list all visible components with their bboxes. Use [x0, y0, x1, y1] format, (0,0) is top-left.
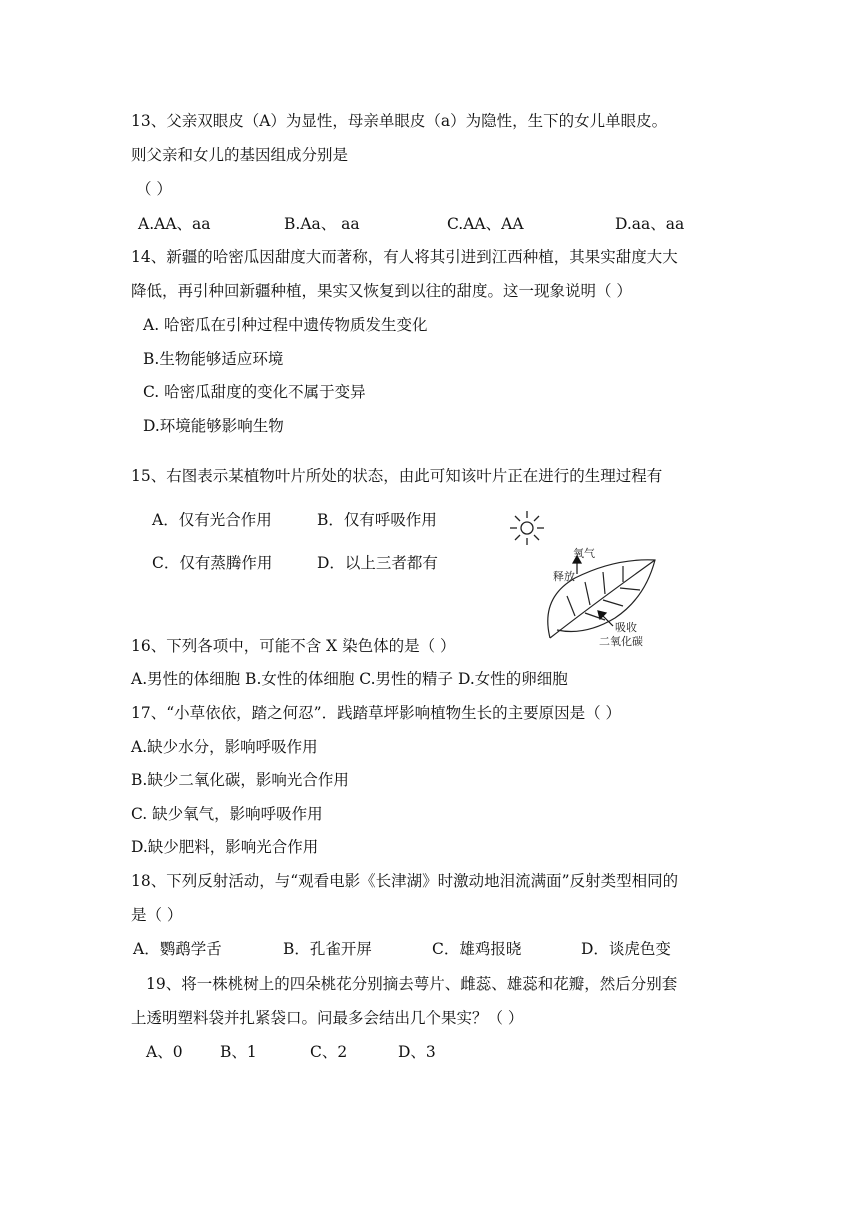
- q14-option-b: B.生物能够适应环境: [143, 350, 284, 368]
- q13-option-b: B.Aa、 aa: [284, 215, 360, 233]
- q17-stem: 17、“小草依依，踏之何忍”．践踏草坪影响植物生长的主要原因是（ ）: [131, 704, 622, 722]
- label-absorb: 吸收: [615, 621, 637, 634]
- q15-option-b: B．仅有呼吸作用: [317, 511, 437, 529]
- q19-option-b: B、1: [220, 1043, 257, 1061]
- q18-option-c: C．雄鸡报晓: [432, 940, 522, 958]
- q15-stem: 15、右图表示某植物叶片所处的状态，由此可知该叶片正在进行的生理过程有: [131, 467, 663, 485]
- q19-option-c: C、2: [310, 1043, 348, 1061]
- q18-option-b: B．孔雀开屏: [283, 940, 372, 958]
- label-co2: 二氧化碳: [599, 635, 643, 648]
- q13-option-c: C.AA、AA: [447, 215, 524, 233]
- q13-answer-blank: （ ）: [136, 180, 172, 198]
- label-oxygen: 氧气: [573, 547, 595, 560]
- q18-option-d: D．谈虎色变: [581, 940, 671, 958]
- q19-option-a: A、0: [146, 1043, 183, 1061]
- q17-option-c: C. 缺少氧气，影响呼吸作用: [131, 805, 323, 823]
- q13-option-d: D.aa、aa: [615, 215, 685, 233]
- q14-option-d: D.环境能够影响生物: [143, 417, 284, 435]
- q14-option-a: A. 哈密瓜在引种过程中遗传物质发生变化: [143, 316, 428, 334]
- q17-option-b: B.缺少二氧化碳，影响光合作用: [131, 771, 349, 789]
- q14-stem-line1: 14、新疆的哈密瓜因甜度大而著称，有人将其引进到江西种植，其果实甜度大大: [131, 248, 678, 266]
- q19-stem-line2: 上透明塑料袋并扎紧袋口。问最多会结出几个果实？（ ）: [131, 1009, 524, 1027]
- q14-stem-line2: 降低，再引种回新疆种植，果实又恢复到以往的甜度。这一现象说明（ ）: [131, 282, 632, 300]
- leaf-diagram: [505, 508, 680, 648]
- q18-stem-line2: 是（ ）: [131, 906, 183, 924]
- q13-stem-line1: 13、父亲双眼皮（A）为显性，母亲单眼皮（a）为隐性，生下的女儿单眼皮。: [131, 112, 668, 130]
- q17-option-d: D.缺少肥料，影响光合作用: [131, 838, 319, 856]
- q16-stem: 16、下列各项中，可能不含 X 染色体的是（ ）: [131, 637, 456, 655]
- q19-option-d: D、3: [398, 1043, 436, 1061]
- q13-stem-line2: 则父亲和女儿的基因组成分别是: [131, 146, 349, 164]
- q15-option-c: C．仅有蒸腾作用: [152, 554, 273, 572]
- q15-option-d: D．以上三者都有: [317, 554, 438, 572]
- q18-stem-line1: 18、下列反射活动，与“观看电影《长津湖》时激动地泪流满面”反射类型相同的: [131, 872, 679, 890]
- q14-option-c: C. 哈密瓜甜度的变化不属于变异: [143, 383, 366, 401]
- sun-icon: [510, 511, 544, 545]
- q19-stem-line1: 19、将一株桃树上的四朵桃花分别摘去萼片、雌蕊、雄蕊和花瓣，然后分别套: [146, 975, 678, 993]
- q15-option-a: A．仅有光合作用: [152, 511, 272, 529]
- q16-options: A.男性的体细胞 B.女性的体细胞 C.男性的精子 D.女性的卵细胞: [131, 670, 568, 688]
- label-release: 释放: [553, 570, 575, 583]
- q17-option-a: A.缺少水分，影响呼吸作用: [131, 738, 318, 756]
- q13-option-a: A.AA、aa: [138, 215, 211, 233]
- q18-option-a: A．鹦鹉学舌: [133, 940, 222, 958]
